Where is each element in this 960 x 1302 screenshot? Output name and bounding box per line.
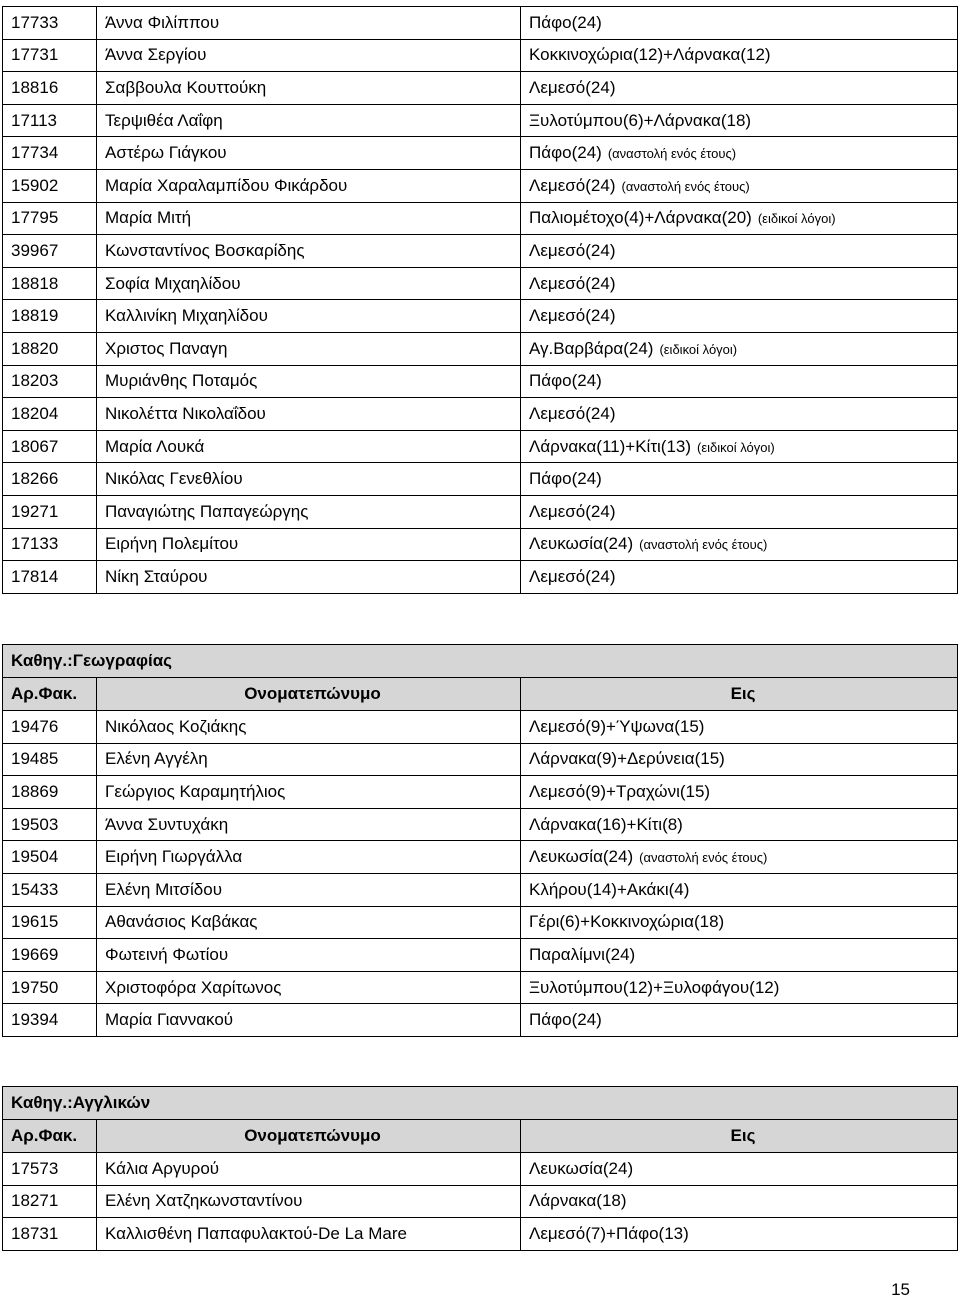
placement-cell — [521, 137, 958, 170]
table-row — [3, 711, 958, 744]
table-row — [3, 463, 958, 496]
file-number-cell: 15902 — [3, 169, 97, 202]
placement-cell — [521, 104, 958, 137]
file-number-cell: 15433 — [3, 873, 97, 906]
name-cell: Τερψιθέα Λαΐφη — [97, 104, 521, 137]
placement-cell — [521, 495, 958, 528]
name-cell: Σοφία Μιχαηλίδου — [97, 267, 521, 300]
name-cell: Ειρήνη Γιωργάλλα — [97, 841, 521, 874]
file-number-cell: 18816 — [3, 72, 97, 105]
table-row — [3, 7, 958, 40]
table-row — [3, 1004, 958, 1037]
name-cell: Καλλινίκη Μιχαηλίδου — [97, 300, 521, 333]
table-row — [3, 332, 958, 365]
table-row — [3, 169, 958, 202]
placement-text: Λεμεσό(7)+Πάφο(13) — [529, 1223, 689, 1243]
file-number-cell: 18820 — [3, 332, 97, 365]
table-row — [3, 743, 958, 776]
placement-text: Λευκωσία(24) — [529, 534, 634, 554]
placement-text: Λεμεσό(24) — [529, 77, 616, 97]
placement-text: Πάφο(24) — [529, 469, 602, 489]
file-number-cell: 18819 — [3, 300, 97, 333]
placement-note: (αναστολή ενός έτους) — [639, 850, 768, 866]
english-table — [2, 1086, 958, 1251]
placement-text: Λάρνακα(11)+Κίτι(13) — [529, 436, 692, 456]
placement-cell — [521, 906, 958, 939]
name-cell: Γεώργιος Καραμητήλιος — [97, 776, 521, 809]
placement-cell — [521, 1185, 958, 1218]
placement-text: Πάφο(24) — [529, 1010, 602, 1030]
name-cell: Χριστος Παναγη — [97, 332, 521, 365]
placement-note: (αναστολή ενός έτους) — [607, 146, 737, 162]
geography-table — [2, 644, 958, 1037]
placement-cell — [521, 39, 958, 72]
table-row — [3, 104, 958, 137]
name-cell: Μυριάνθης Ποταμός — [97, 365, 521, 398]
name-cell: Νίκη Σταύρου — [97, 561, 521, 594]
file-number-cell: 39967 — [3, 235, 97, 268]
header-placement: Εις — [521, 1120, 958, 1153]
table-row — [3, 561, 958, 594]
file-number-cell: 19476 — [3, 711, 97, 744]
table-row — [3, 939, 958, 972]
file-number-cell: 18266 — [3, 463, 97, 496]
section-title: Καθηγ.:Αγγλικών — [3, 1087, 958, 1120]
placement-cell — [521, 1004, 958, 1037]
placement-text: Γέρι(6)+Κοκκινοχώρια(18) — [529, 912, 725, 932]
table-row — [3, 808, 958, 841]
file-number-cell: 17573 — [3, 1153, 97, 1186]
name-cell: Ελένη Αγγέλη — [97, 743, 521, 776]
placement-text: Λεμεσό(24) — [529, 175, 616, 195]
table-row — [3, 365, 958, 398]
table-row — [3, 873, 958, 906]
placement-text: Λεμεσό(9)+Τραχώνι(15) — [529, 781, 711, 801]
table-row — [3, 202, 958, 235]
table-row — [3, 495, 958, 528]
section-title-row — [3, 645, 958, 678]
placement-text: Κλήρου(14)+Ακάκι(4) — [529, 879, 690, 899]
file-number-cell: 17814 — [3, 561, 97, 594]
file-number-cell: 18204 — [3, 398, 97, 431]
placement-cell — [521, 971, 958, 1004]
placement-text: Λάρνακα(18) — [529, 1191, 627, 1211]
header-full-name: Ονοματεπώνυμο — [97, 678, 521, 711]
file-number-cell: 18203 — [3, 365, 97, 398]
placement-cell — [521, 398, 958, 431]
name-cell: Νικολέττα Νικολαΐδου — [97, 398, 521, 431]
name-cell: Μαρία Χαραλαμπίδου Φικάρδου — [97, 169, 521, 202]
placement-text: Λευκωσία(24) — [529, 1158, 634, 1178]
table-row — [3, 906, 958, 939]
placement-text: Ξυλοτύμπου(6)+Λάρνακα(18) — [529, 110, 752, 130]
header-row — [3, 1120, 958, 1153]
file-number-cell: 19750 — [3, 971, 97, 1004]
placement-cell — [521, 332, 958, 365]
placement-note: (αναστολή ενός έτους) — [621, 178, 750, 194]
section-title-row — [3, 1087, 958, 1120]
file-number-cell: 19669 — [3, 939, 97, 972]
name-cell: Άννα Φιλίππου — [97, 7, 521, 40]
placement-text: Λεμεσό(24) — [529, 306, 616, 326]
placement-cell — [521, 300, 958, 333]
placement-text: Παλιομέτοχο(4)+Λάρνακα(20) — [529, 208, 752, 228]
table-row — [3, 971, 958, 1004]
file-number-cell: 19504 — [3, 841, 97, 874]
table-row — [3, 1185, 958, 1218]
placement-text: Λεμεσό(9)+Ύψωνα(15) — [529, 716, 705, 736]
table-row — [3, 841, 958, 874]
file-number-cell: 17133 — [3, 528, 97, 561]
name-cell: Κάλια Αργυρού — [97, 1153, 521, 1186]
name-cell: Νικόλας Γενεθλίου — [97, 463, 521, 496]
placement-note: (ειδικοί λόγοι) — [757, 211, 836, 227]
table-row — [3, 1153, 958, 1186]
placement-cell — [521, 841, 958, 874]
name-cell: Μαρία Γιαννακού — [97, 1004, 521, 1037]
placement-cell — [521, 939, 958, 972]
table-row — [3, 776, 958, 809]
name-cell: Κωνσταντίνος Βοσκαρίδης — [97, 235, 521, 268]
placement-text: Λάρνακα(9)+Δερύνεια(15) — [529, 749, 725, 769]
header-row — [3, 678, 958, 711]
header-file-number: Αρ.Φακ. — [3, 678, 97, 711]
header-full-name: Ονοματεπώνυμο — [97, 1120, 521, 1153]
file-number-cell: 18869 — [3, 776, 97, 809]
placement-cell — [521, 430, 958, 463]
placement-cell — [521, 235, 958, 268]
placement-cell — [521, 365, 958, 398]
file-number-cell: 18818 — [3, 267, 97, 300]
file-number-cell: 18271 — [3, 1185, 97, 1218]
table-row — [3, 137, 958, 170]
placement-text: Λεμεσό(24) — [529, 501, 616, 521]
name-cell: Μαρία Λουκά — [97, 430, 521, 463]
placement-cell — [521, 463, 958, 496]
placement-text: Λεμεσό(24) — [529, 566, 616, 586]
table-row — [3, 1218, 958, 1251]
placement-text: Λάρνακα(16)+Κίτι(8) — [529, 814, 683, 834]
file-number-cell: 19485 — [3, 743, 97, 776]
name-cell: Αστέρω Γιάγκου — [97, 137, 521, 170]
file-number-cell: 19615 — [3, 906, 97, 939]
name-cell: Καλλισθένη Παπαφυλακτού-De La Mare — [97, 1218, 521, 1251]
placement-text: Λευκωσία(24) — [529, 847, 634, 867]
teachers-table-top — [2, 6, 958, 594]
placement-cell — [521, 776, 958, 809]
table-row — [3, 267, 958, 300]
placement-text: Λεμεσό(24) — [529, 273, 616, 293]
name-cell: Φωτεινή Φωτίου — [97, 939, 521, 972]
name-cell: Παναγιώτης Παπαγεώργης — [97, 495, 521, 528]
header-file-number: Αρ.Φακ. — [3, 1120, 97, 1153]
table-row — [3, 300, 958, 333]
placement-text: Ξυλοτύμπου(12)+Ξυλοφάγου(12) — [529, 977, 780, 997]
placement-text: Πάφο(24) — [529, 371, 602, 391]
placement-text: Λεμεσό(24) — [529, 240, 616, 260]
table-row — [3, 528, 958, 561]
table-row — [3, 39, 958, 72]
placement-cell — [521, 711, 958, 744]
file-number-cell: 18067 — [3, 430, 97, 463]
file-number-cell: 17113 — [3, 104, 97, 137]
placement-cell — [521, 1218, 958, 1251]
placement-cell — [521, 808, 958, 841]
placement-cell — [521, 72, 958, 105]
placement-cell — [521, 267, 958, 300]
placement-text: Πάφο(24) — [529, 143, 602, 163]
placement-cell — [521, 202, 958, 235]
name-cell: Άννα Σεργίου — [97, 39, 521, 72]
name-cell: Αθανάσιος Καβάκας — [97, 906, 521, 939]
section-title: Καθηγ.:Γεωγραφίας — [3, 645, 958, 678]
placement-cell — [521, 873, 958, 906]
table-row — [3, 430, 958, 463]
file-number-cell: 19394 — [3, 1004, 97, 1037]
name-cell: Ειρήνη Πολεμίτου — [97, 528, 521, 561]
name-cell: Νικόλαος Κοζιάκης — [97, 711, 521, 744]
placement-cell — [521, 528, 958, 561]
placement-cell — [521, 169, 958, 202]
placement-cell — [521, 7, 958, 40]
placement-note: (ειδικοί λόγοι) — [697, 439, 775, 455]
placement-text: Αγ.Βαρβάρα(24) — [529, 338, 654, 358]
placement-text: Πάφο(24) — [529, 12, 602, 32]
file-number-cell: 17731 — [3, 39, 97, 72]
name-cell: Μαρία Μιτή — [97, 202, 521, 235]
table-row — [3, 398, 958, 431]
header-placement: Εις — [521, 678, 958, 711]
file-number-cell: 17734 — [3, 137, 97, 170]
name-cell: Ελένη Χατζηκωνσταντίνου — [97, 1185, 521, 1218]
placement-cell — [521, 561, 958, 594]
file-number-cell: 19271 — [3, 495, 97, 528]
name-cell: Σαββουλα Κουττούκη — [97, 72, 521, 105]
table-row — [3, 72, 958, 105]
name-cell: Ελένη Μιτσίδου — [97, 873, 521, 906]
placement-note: (αναστολή ενός έτους) — [639, 537, 768, 553]
name-cell: Άννα Συντυχάκη — [97, 808, 521, 841]
placement-text: Κοκκινοχώρια(12)+Λάρνακα(12) — [529, 45, 771, 65]
table-row — [3, 235, 958, 268]
page-number: 15 — [891, 1280, 910, 1299]
placement-text: Λεμεσό(24) — [529, 403, 616, 423]
file-number-cell: 17733 — [3, 7, 97, 40]
file-number-cell: 17795 — [3, 202, 97, 235]
file-number-cell: 18731 — [3, 1218, 97, 1251]
placement-cell — [521, 743, 958, 776]
placement-note: (ειδικοί λόγοι) — [659, 341, 738, 357]
placement-cell — [521, 1153, 958, 1186]
file-number-cell: 19503 — [3, 808, 97, 841]
placement-text: Παραλίμνι(24) — [529, 944, 636, 964]
name-cell: Χριστοφόρα Χαρίτωνος — [97, 971, 521, 1004]
